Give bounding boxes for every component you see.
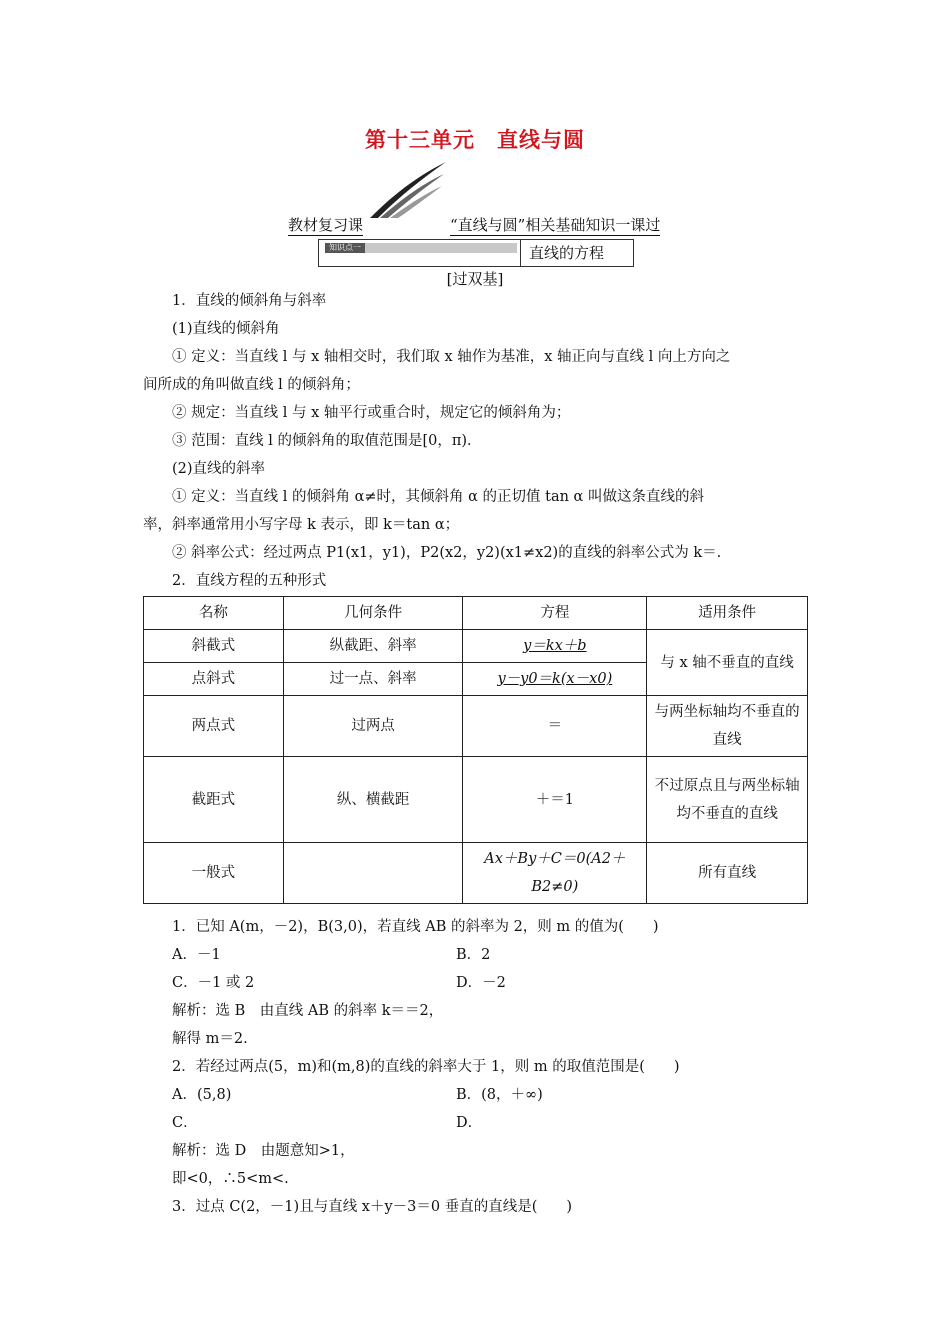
option-c: C．－1 或 2 bbox=[172, 975, 255, 991]
table-row bbox=[144, 696, 808, 757]
option-d: D．－2 bbox=[456, 975, 506, 991]
table-cell: 截距式 bbox=[144, 757, 284, 843]
knowledge-point-box bbox=[318, 239, 634, 267]
table-cell bbox=[283, 843, 463, 904]
paragraph-line: 间所成的角叫做直线 l 的倾斜角； bbox=[143, 377, 360, 393]
header-left: 教材复习课 bbox=[288, 216, 364, 234]
table-cell: 纵截距、斜率 bbox=[283, 630, 463, 663]
paragraph-line: ② 规定：当直线 l 与 x 轴平行或重合时，规定它的倾斜角为； bbox=[172, 405, 571, 421]
knowledge-point-bar bbox=[365, 243, 517, 253]
line-equation-forms-table bbox=[143, 596, 808, 904]
option-d: D． bbox=[456, 1115, 483, 1131]
table-row bbox=[144, 757, 808, 843]
table-cell: 过两点 bbox=[283, 696, 463, 757]
table-cell: 点斜式 bbox=[144, 663, 284, 696]
table-cell: 与 x 轴不垂直的直线 bbox=[647, 630, 808, 696]
knowledge-point-divider bbox=[520, 240, 521, 266]
solution-text: 解析：选 D 由题意知>1， bbox=[172, 1143, 355, 1159]
option-a: A．(5,8) bbox=[172, 1087, 232, 1103]
paragraph-line: ① 定义：当直线 l 的倾斜角 α≠时，其倾斜角 α 的正切值 tan α 叫做这条直线的斜 bbox=[172, 489, 704, 505]
section-heading: 2．直线方程的五种形式 bbox=[172, 573, 327, 589]
option-b: B．(8，＋∞) bbox=[456, 1087, 543, 1103]
table-cell bbox=[463, 663, 647, 696]
table-cell: ＋＝1 bbox=[463, 757, 647, 843]
table-cell bbox=[463, 630, 647, 663]
table-row bbox=[144, 843, 808, 904]
table-cell: 两点式 bbox=[144, 696, 284, 757]
solution-text: 解析：选 B 由直线 AB 的斜率 k＝＝2， bbox=[172, 1003, 444, 1019]
knowledge-point-tag: 知识点一 bbox=[325, 243, 365, 253]
brush-stroke-decoration bbox=[368, 160, 448, 220]
table-header-cell: 几何条件 bbox=[283, 597, 463, 630]
table-cell: 斜截式 bbox=[144, 630, 284, 663]
option-c: C． bbox=[172, 1115, 198, 1131]
option-a: A．－1 bbox=[172, 947, 221, 963]
table-cell: 所有直线 bbox=[647, 843, 808, 904]
equation-text: y－y0＝k(x－x0) bbox=[497, 671, 613, 687]
option-b: B．2 bbox=[456, 947, 491, 963]
paragraph-line: ① 定义：当直线 l 与 x 轴相交时，我们取 x 轴作为基准，x 轴正向与直线 l 向上方向之 bbox=[172, 349, 731, 365]
solution-text: 解得 m＝2. bbox=[172, 1031, 248, 1047]
table-cell: 与两坐标轴均不垂直的直线 bbox=[647, 696, 808, 757]
solution-text: 即<0，∴5<m<. bbox=[172, 1171, 289, 1187]
subheading: [过双基] bbox=[446, 270, 504, 288]
unit-title: 第十三单元 直线与圆 bbox=[365, 127, 585, 152]
table-cell: 过一点、斜率 bbox=[283, 663, 463, 696]
question-text: 2．若经过两点(5，m)和(m,8)的直线的斜率大于 1，则 m 的取值范围是( ) bbox=[172, 1059, 680, 1075]
section-heading: 1．直线的倾斜角与斜率 bbox=[172, 293, 327, 309]
table-cell: ＝ bbox=[463, 696, 647, 757]
table-cell: Ax＋By＋C＝0(A2＋B2≠0) bbox=[463, 843, 647, 904]
equation-text: y＝kx＋b bbox=[523, 638, 587, 654]
question-text: 1．已知 A(m，－2)，B(3,0)，若直线 AB 的斜率为 2，则 m 的值为( ) bbox=[172, 919, 659, 935]
paragraph-line: ② 斜率公式：经过两点 P1(x1，y1)，P2(x2，y2)(x1≠x2)的直线的斜率公式为 k＝. bbox=[172, 545, 722, 561]
table-cell: 纵、横截距 bbox=[283, 757, 463, 843]
paragraph-line: ③ 范围：直线 l 的倾斜角的取值范围是[0，π)． bbox=[172, 433, 482, 449]
table-cell: 不过原点且与两坐标轴均不垂直的直线 bbox=[647, 757, 808, 843]
sub-heading: (2)直线的斜率 bbox=[172, 461, 266, 477]
header-right: “直线与圆”相关基础知识一课过 bbox=[450, 216, 661, 234]
paragraph-line: 率，斜率通常用小写字母 k 表示，即 k＝tan α； bbox=[143, 517, 460, 533]
sub-heading: (1)直线的倾斜角 bbox=[172, 321, 280, 337]
table-header-cell: 适用条件 bbox=[647, 597, 808, 630]
knowledge-point-title: 直线的方程 bbox=[529, 244, 605, 262]
table-row bbox=[144, 630, 808, 663]
table-header-row bbox=[144, 597, 808, 630]
table-header-cell: 方程 bbox=[463, 597, 647, 630]
table-header-cell: 名称 bbox=[144, 597, 284, 630]
question-text: 3．过点 C(2，－1)且与直线 x＋y－3＝0 垂直的直线是( ) bbox=[172, 1199, 573, 1215]
table-cell: 一般式 bbox=[144, 843, 284, 904]
